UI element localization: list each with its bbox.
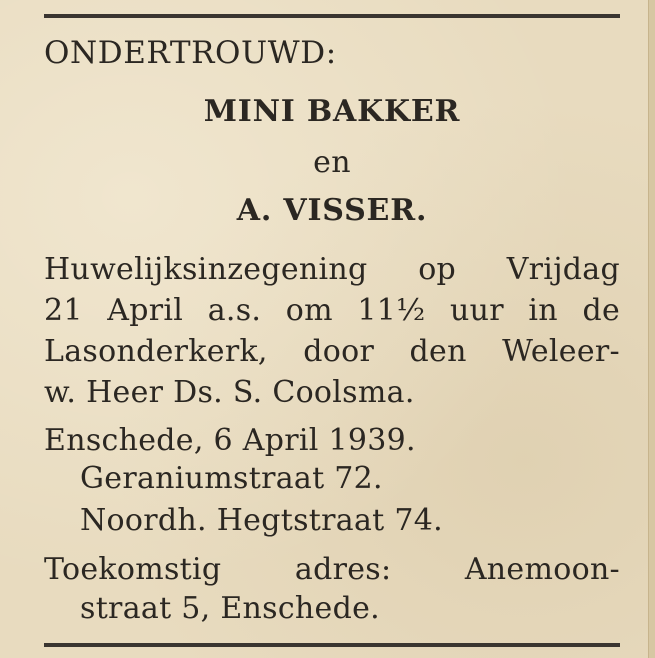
ceremony-line-4: w. Heer Ds. S. Coolsma.	[44, 375, 415, 410]
page-edge	[648, 0, 655, 658]
top-border-rule	[44, 14, 620, 18]
announcement-heading: ONDERTROUWD:	[44, 35, 337, 71]
bride-name: MINI BAKKER	[203, 94, 461, 129]
future-address-line-1: Toekomstig adres: Anemoon-	[44, 552, 620, 587]
ceremony-line-2: 21 April a.s. om 11½ uur in de	[44, 293, 620, 328]
future-address-line-2: straat 5, Enschede.	[80, 591, 381, 626]
ceremony-line-3: Lasonderkerk, door den Weleer-	[44, 334, 620, 369]
address-line-1: Geraniumstraat 72.	[80, 461, 383, 496]
ceremony-line-1: Huwelijksinzegening op Vrijdag	[44, 252, 620, 287]
bottom-border-rule	[44, 643, 620, 647]
place-and-date: Enschede, 6 April 1939.	[44, 423, 416, 458]
address-line-2: Noordh. Hegtstraat 74.	[80, 503, 443, 538]
conjunction-text: en	[313, 145, 351, 180]
groom-name: A. VISSER.	[236, 193, 428, 228]
